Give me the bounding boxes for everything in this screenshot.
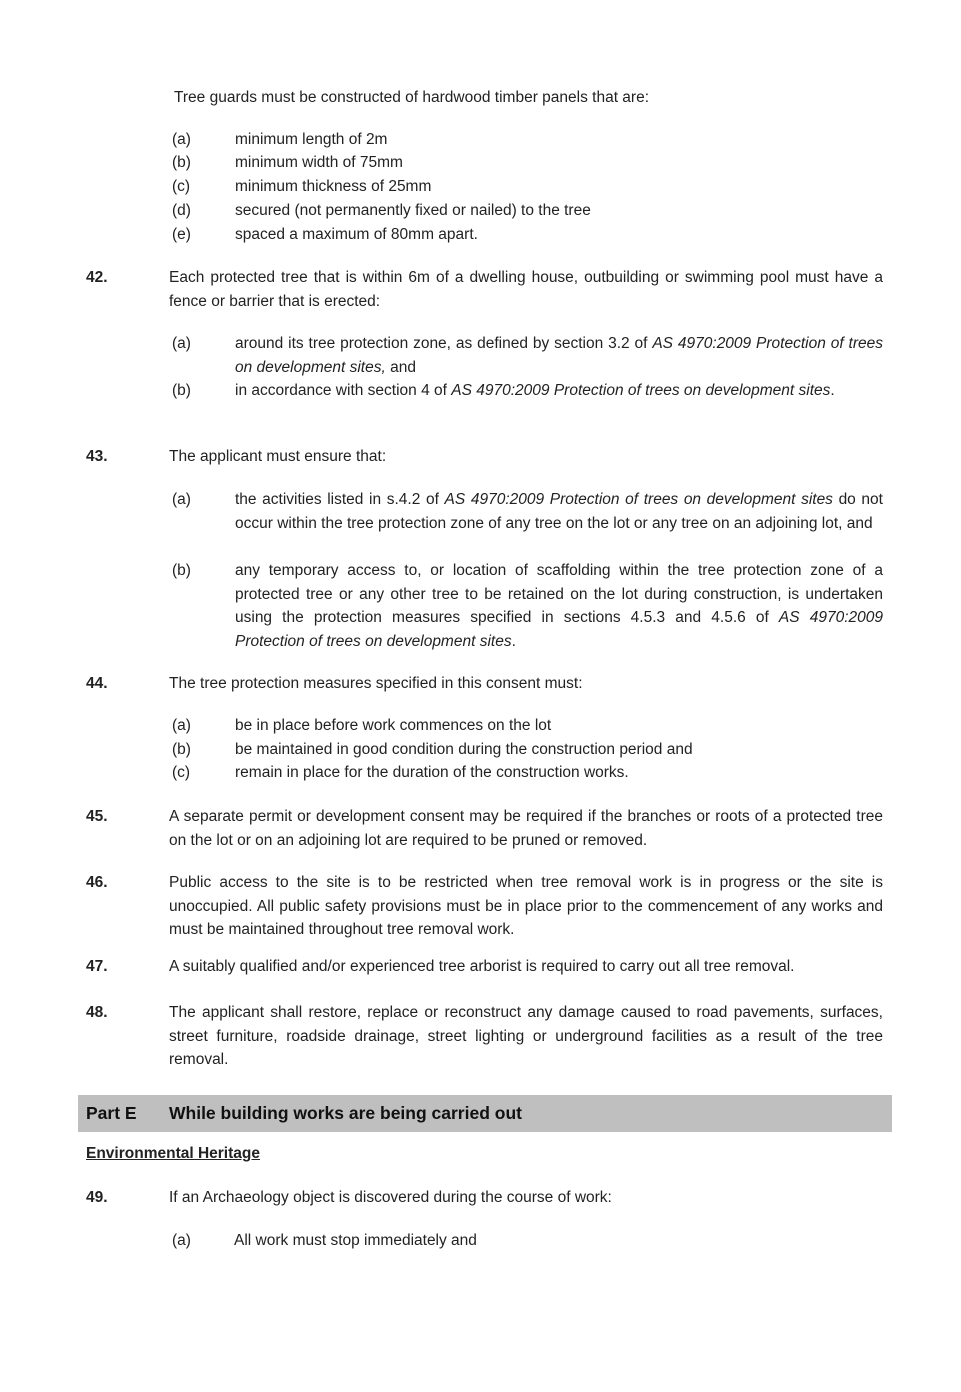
sub-clause-label: (a) [172, 335, 191, 352]
list-item-text: spaced a maximum of 80mm apart. [235, 226, 478, 243]
sub-clause-text: around its tree protection zone, as defined by section 3.2 of AS 4970:2009 Protection of trees on development sites, and [235, 335, 883, 376]
clause-number: 48. [86, 1004, 108, 1021]
sub-clause-label: (a) [172, 491, 191, 508]
clause-text: A suitably qualified and/or experienced tree arborist is required to carry out all tree removal. [169, 958, 795, 975]
list-item-text: secured (not permanently fixed or nailed) to the tree [235, 202, 591, 219]
part-title: While building works are being carried out [169, 1103, 522, 1123]
sub-clause-label: (a) [172, 717, 191, 734]
clause-number: 43. [86, 448, 108, 465]
list-item-label: (c) [172, 178, 191, 195]
sub-clause-text: in accordance with section 4 of AS 4970:2009 Protection of trees on development sites. [235, 382, 835, 399]
sub-clause-text: the activities listed in s.4.2 of AS 4970:2009 Protection of trees on development sites do not occur within the tree protection zone of any tree on the lot or any tree on an adjoining lot, and [235, 491, 883, 532]
list-item-label: (d) [172, 202, 191, 219]
list-item-text: minimum thickness of 25mm [235, 178, 432, 195]
clause-text: The tree protection measures specified in this consent must: [169, 675, 583, 692]
list-item-text: minimum length of 2m [235, 131, 388, 148]
part-label: Part E [86, 1103, 137, 1123]
list-item-label: (e) [172, 226, 191, 243]
sub-clause-text: All work must stop immediately and [234, 1232, 477, 1249]
clause-text: The applicant must ensure that: [169, 448, 387, 465]
section-heading: Environmental Heritage [86, 1145, 260, 1162]
sub-clause-text: any temporary access to, or location of scaffolding within the tree protection zone of a protected tree or any other tree to be retained on the lot during construction, is undertaken using the protection measures specified in sections 4.5.3 and 4.5.6 of AS 4970:2009 Protection of trees on development sites. [235, 562, 883, 650]
clause-number: 47. [86, 958, 108, 975]
clause-text: A separate permit or development consent may be required if the branches or roots of a protected tree on the lot or on an adjoining lot are required to be pruned or removed. [169, 808, 883, 849]
sub-clause-label: (c) [172, 764, 191, 781]
intro-text: Tree guards must be constructed of hardwood timber panels that are: [174, 89, 650, 106]
clause-number: 46. [86, 874, 108, 891]
clause-text: If an Archaeology object is discovered during the course of work: [169, 1189, 612, 1206]
clause-text: The applicant shall restore, replace or reconstruct any damage caused to road pavements, surfaces, street furniture, roadside drainage, street lighting or underground facilities as a result of the tree removal. [169, 1004, 883, 1068]
sub-clause-text: be maintained in good condition during the construction period and [235, 741, 693, 758]
clause-text: Public access to the site is to be restricted when tree removal work is in progress or the site is unoccupied. All public safety provisions must be in place prior to the commencement of any works and must be maintained throughout tree removal work. [169, 874, 883, 938]
sub-clause-label: (b) [172, 382, 191, 399]
list-item-label: (a) [172, 131, 191, 148]
clause-number: 44. [86, 675, 108, 692]
sub-clause-label: (b) [172, 562, 191, 579]
clause-number: 42. [86, 269, 108, 286]
part-heading-bar [78, 1095, 892, 1132]
sub-clause-text: be in place before work commences on the lot [235, 717, 552, 734]
clause-number: 49. [86, 1189, 108, 1206]
sub-clause-label: (b) [172, 741, 191, 758]
clause-number: 45. [86, 808, 108, 825]
sub-clause-label: (a) [172, 1232, 191, 1249]
list-item-label: (b) [172, 154, 191, 171]
clause-text: Each protected tree that is within 6m of a dwelling house, outbuilding or swimming pool must have a fence or barrier that is erected: [169, 269, 883, 310]
list-item-text: minimum width of 75mm [235, 154, 403, 171]
sub-clause-text: remain in place for the duration of the construction works. [235, 764, 629, 781]
